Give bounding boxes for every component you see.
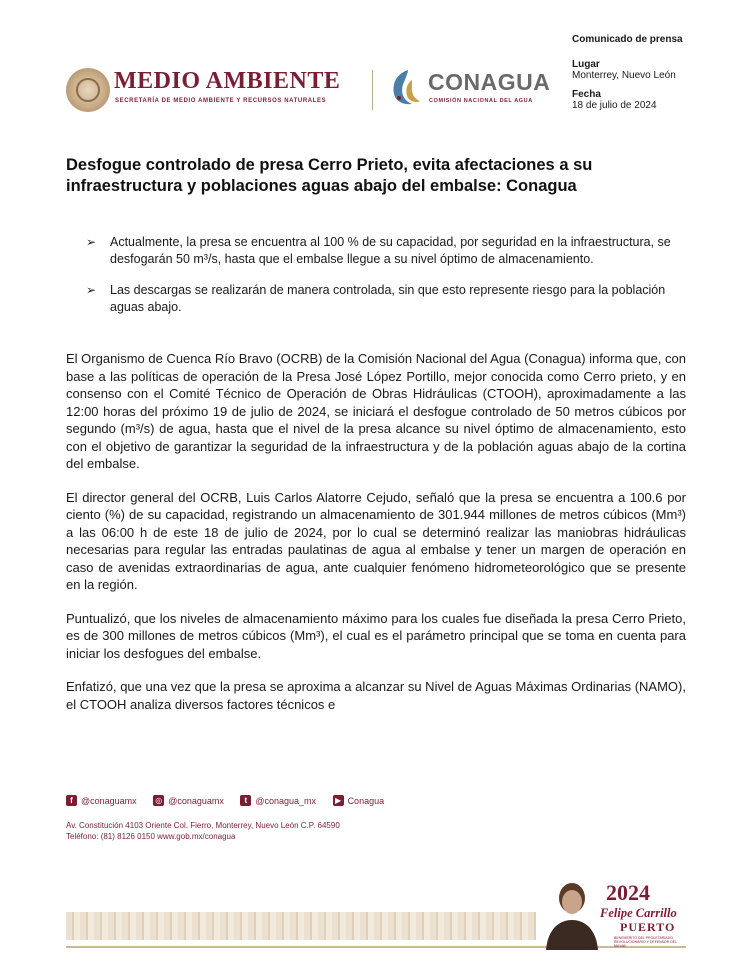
press-body (66, 350, 686, 729)
social-handle: Conagua (347, 795, 385, 806)
contact-line: Teléfono: (81) 8126 0150 www.gob.mx/conagua (66, 832, 236, 841)
body-paragraph: Enfatizó, que una vez que la presa se aproxima a alcanzar su Nivel de Aguas Máximas Ordinarias (NAMO), el CTOOH analiza diversos factores técnicos e (66, 679, 686, 712)
social-links (66, 795, 686, 811)
youtube-icon: ▶ (333, 795, 344, 806)
summary-bullets (66, 234, 686, 330)
social-handle: @conagua_mx (255, 795, 317, 806)
body-paragraph: El director general del OCRB, Luis Carlos Alatorre Cejudo, señaló que la presa se encuentra a 100.6 por ciento (%) de su capacidad, registrando un almacenamiento de 301.944 millones de metros cúbicos (Mm³) a las 06:00 h de este 18 de julio de 2024, por lo cual se determinó realizar las maniobras hidráulicas necesarias para regular las entradas paulatinas de agua al embalse y tener un margen de operación en caso de avenidas extraordinarias de agua, ante cualquier fenómeno hidrometeorológico que se presente en la región. (66, 489, 686, 592)
national-seal-icon (66, 68, 110, 112)
body-paragraph: Puntualizó, que los niveles de almacenamiento máximo para los cuales fue diseñada la presa Cerro Prieto, es de 300 millones de metros cúbicos (Mm³), el cual es el parámetro principal que se toma en cuenta para iniciar los desfogues del embalse. (66, 610, 686, 661)
social-youtube[interactable] (333, 795, 385, 806)
year-logo: 2024 (606, 880, 650, 905)
conagua-title: CONAGUA (428, 69, 551, 95)
conagua-subtitle: COMISIÓN NACIONAL DEL AGUA (429, 98, 533, 104)
social-handle: @conaguamx (81, 795, 137, 806)
twitter-icon: t (240, 795, 251, 806)
letterhead (0, 0, 750, 140)
place-label: Lugar (572, 59, 600, 70)
place-value: Monterrey, Nuevo León (572, 70, 676, 81)
address-line: Av. Constitución 4103 Oriente Col. Fierro, Monterrey, Nuevo León C.P. 64590 (66, 821, 340, 830)
date-value: 18 de julio de 2024 (572, 100, 657, 111)
bullet-item (66, 234, 686, 267)
commemoration-city: PUERTO (620, 920, 676, 934)
commemoration-fineprint: BENEMÉRITO DEL PROLETARIADO, REVOLUCIONARIO Y DEFENSOR DEL MAYAB (614, 936, 677, 948)
bullet-item (66, 282, 686, 315)
semarnat-title: MEDIO AMBIENTE (114, 68, 341, 94)
document-type: Comunicado de prensa (572, 34, 683, 45)
bullet-text: Las descargas se realizarán de manera controlada, sin que esto represente riesgo para la población aguas abajo. (110, 283, 666, 314)
decorative-band (66, 912, 536, 940)
semarnat-logo (66, 66, 366, 114)
bullet-text: Actualmente, la presa se encuentra al 100 % de su capacidad, por seguridad en la infraestructura, se desfogarán 50 m³/s, hasta que el embalse llegue a su nivel óptimo de almacenamiento. (110, 235, 671, 266)
logo-divider (372, 70, 373, 110)
date-label: Fecha (572, 89, 601, 100)
commemoration-name: Felipe Carrillo (600, 906, 677, 920)
press-metadata (572, 34, 742, 119)
conagua-wave-icon (390, 68, 422, 106)
arrow-bullet-icon: ➢ (86, 235, 97, 249)
facebook-icon: f (66, 795, 77, 806)
social-instagram[interactable] (153, 795, 224, 806)
social-handle: @conaguamx (168, 795, 224, 806)
arrow-bullet-icon: ➢ (86, 283, 97, 297)
press-headline: Desfogue controlado de presa Cerro Prieto, evita afectaciones a su infraestructura y poblaciones aguas abajo del embalse: Conagua (66, 156, 593, 195)
conagua-logo (390, 66, 560, 114)
body-paragraph: El Organismo de Cuenca Río Bravo (OCRB) de la Comisión Nacional del Agua (Conagua) informa que, con base a las políticas de operación de la Presa José López Portillo, mejor conocida como Cerro prieto, y en consenso con el Comité Técnico de Operación de Obras Hidráulicas (CTOOH), aproximadamente a las 12:00 horas del próximo 19 de julio de 2024, se iniciará el desfogue controlado de 50 metros cúbicos por segundo (m³/s) de agua, hasta que el nivel de la presa alcance su nivel óptimo de almacenamiento, esto con el objetivo de garantizar la seguridad de la infraestructura y de la población aguas abajo de la cortina del embalse. (66, 351, 686, 471)
address-block (66, 820, 466, 842)
portrait-icon (540, 876, 604, 950)
social-facebook[interactable] (66, 795, 137, 806)
semarnat-subtitle: SECRETARÍA DE MEDIO AMBIENTE Y RECURSOS NATURALES (115, 98, 327, 104)
social-twitter[interactable] (240, 795, 316, 806)
instagram-icon: ◎ (153, 795, 164, 806)
